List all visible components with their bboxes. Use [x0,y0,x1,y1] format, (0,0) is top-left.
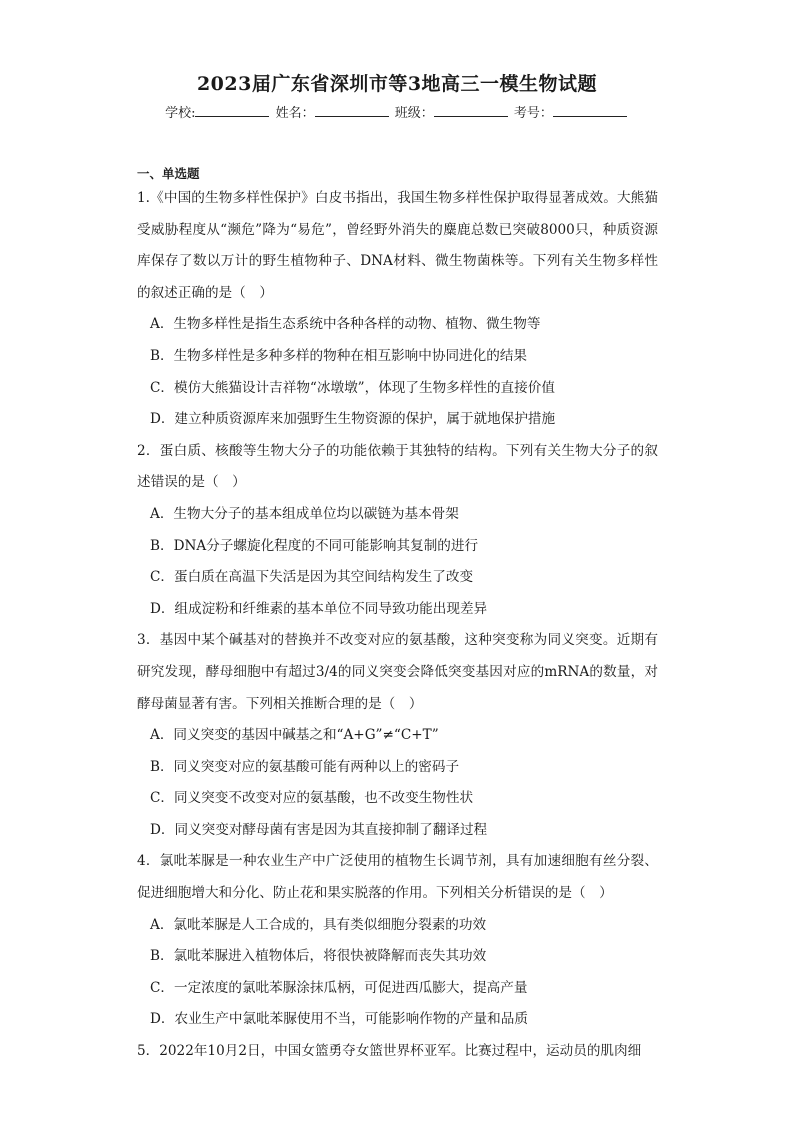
question-4 [137,846,658,1036]
section-heading: 一、单选题 [137,166,200,181]
question-5 [137,1036,658,1068]
class-label: 班级： [394,106,434,121]
exam-number-label: 考号： [513,106,553,121]
question-1 [137,183,658,436]
class-blank [434,103,508,117]
option-b: B．生物多样性是多种多样的物种在相互影响中协同进化的结果 [150,347,528,364]
option-d: D．组成淀粉和纤维素的基本单位不同导致功能出现差异 [150,600,488,617]
option-c: C．模仿大熊猫设计吉祥物“冰墩墩”，体现了生物多样性的直接价值 [150,379,555,396]
question-stem: 5．2022年10月2日，中国女篮勇夺女篮世界杯亚军。比赛过程中，运动员的肌肉细 [137,1043,642,1060]
option-d: D．建立种质资源库来加强野生生物资源的保护，属于就地保护措施 [150,411,556,428]
name-label: 姓名： [275,106,315,121]
exam-title: 2023届广东省深圳市等3地高三一模生物试题 [196,73,598,95]
question-stem: 2．蛋白质、核酸等生物大分子的功能依赖于其独特的结构。下列有关生物大分子的叙述错误的是（ ） [137,442,658,491]
school-label: 学校: [165,106,196,121]
question-2 [137,436,658,626]
option-d: D．同义突变对酵母菌有害是因为其直接抑制了翻译过程 [150,821,488,838]
option-b: B．氯吡苯脲进入植物体后，将很快被降解而丧失其功效 [150,948,487,965]
option-b: B．DNA分子螺旋化程度的不同可能影响其复制的进行 [150,537,479,554]
question-stem: 4．氯吡苯脲是一种农业生产中广泛使用的植物生长调节剂，具有加速细胞有丝分裂、促进细胞增大和分化、防止花和果实脱落的作用。下列相关分析错误的是（ ） [137,853,658,902]
question-stem: 1.《中国的生物多样性保护》白皮书指出，我国生物多样性保护取得显著成效。大熊猫受威胁程度从“濒危”降为“易危”，曾经野外消失的麋鹿总数已突破8000只，种质资源库保存了数以万计的野生植物种子、DNA材料、微生物菌株等。下列有关生物多样性的叙述正确的是（ ） [137,190,658,301]
question-3 [137,625,658,846]
option-c: C．蛋白质在高温下失活是因为其空间结构发生了改变 [150,569,474,586]
name-blank [315,103,389,117]
question-stem: 3．基因中某个碱基对的替换并不改变对应的氨基酸，这种突变称为同义突变。近期有研究发现，酵母细胞中有超过3/4的同义突变会降低突变基因对应的mRNA的数量，对酵母菌显著有害。下列相关推断合理的是（ ） [137,632,658,712]
option-a: A．同义突变的基因中碱基之和“A+G”≠“C+T” [150,727,439,744]
option-a: A．生物大分子的基本组成单位均以碳链为基本骨架 [150,505,459,522]
exam-number-blank [553,103,627,117]
school-blank [195,103,269,117]
option-d: D．农业生产中氯吡苯脲使用不当，可能影响作物的产量和品质 [150,1011,528,1028]
student-info-row [0,102,794,121]
option-a: A．生物多样性是指生态系统中各种各样的动物、植物、微生物等 [150,316,541,333]
question-list [137,183,658,1068]
option-b: B．同义突变对应的氨基酸可能有两种以上的密码子 [150,758,460,775]
option-c: C．同义突变不改变对应的氨基酸，也不改变生物性状 [150,790,474,807]
option-c: C．一定浓度的氯吡苯脲涂抹瓜柄，可促进西瓜膨大，提高产量 [150,979,528,996]
option-a: A．氯吡苯脲是人工合成的，具有类似细胞分裂素的功效 [150,916,487,933]
